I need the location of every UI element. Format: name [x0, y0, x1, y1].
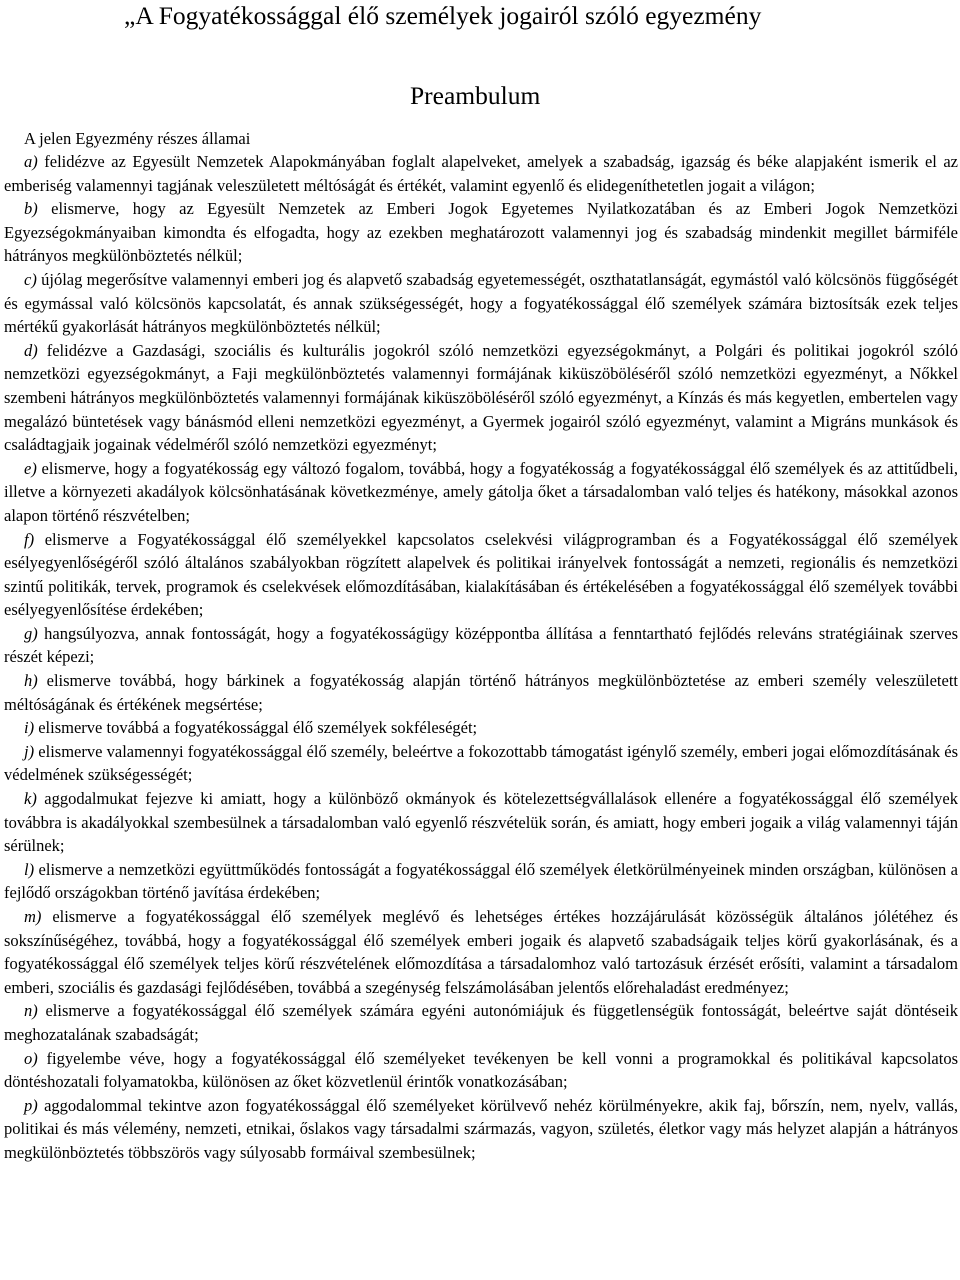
clause-text: újólag megerősítve valamennyi emberi jog és alapvető szabadság egyetemességét, oszthatatlanságát, egymástól való kölcsönös függőségét és egymással való kölcsönös kapcsolatát, és annak szükségességét, hogy a fogyatékossággal élő személyek számára biztosítsák ezek teljes mértékű gyakorlását hátrányos megkülönböztetés nélkül;: [4, 269, 959, 337]
clause-text: hangsúlyozva, annak fontosságát, hogy a fogyatékosságügy középpontba állítása a fenntartható fejlődés releváns stratégiáinak szerves részét képezi;: [4, 623, 958, 667]
clause-paragraph: [4, 858, 958, 905]
clause-text: elismerve valamennyi fogyatékossággal élő személy, beleértve a fokozottabb támogatást igénylő személy, emberi jogai előmozdításának és védelmének szükségességét;: [4, 741, 959, 785]
clause-letter: g): [24, 623, 38, 643]
clause-text: felidézve a Gazdasági, szociális és kulturális jogokról szóló nemzetközi egyezségokmányt, a Polgári és politikai jogokról szóló nemzetközi egyezségokmányt, a Faji megkülönböztetés valamennyi formájának kiküszöböléséről szóló nemzetközi egyezményt, a Nőkkel szembeni hátrányos megkülönböztetés valamennyi formájának kiküszöböléséről szóló egyezményt, a Kínzás és más kegyetlen, embertelen vagy megalázó büntetések vagy bánásmód elleni nemzetközi egyezményt, a Gyermek jogairól szóló egyezményt, valamint a Migráns munkások és családtagjaik jogainak védelméről szóló nemzetközi egyezményt;: [4, 340, 958, 455]
section-heading: Preambulum: [410, 81, 541, 110]
clause-text: elismerve, hogy az Egyesült Nemzetek az Emberi Jogok Egyetemes Nyilatkozatában és az Emberi Jogok Nemzetközi Egyezségokmányaiban kimondta és elfogadta, hogy az ezekben meghatározott valamennyi jog és szabadság mindenkit megillet bármiféle hátrányos megkülönböztetés nélkül;: [4, 199, 959, 266]
clause-letter: m): [24, 907, 42, 926]
clause-text: elismerve, hogy a fogyatékosság egy változó fogalom, továbbá, hogy a fogyatékosság a fogyatékossággal élő személyek és az attitűdbeli, illetve a környezeti akadályok kölcsönhatásának következménye, amely gátolja őket a társadalomban való teljes és hatékony, másokkal azonos alapon történő részvételben;: [4, 458, 959, 525]
clause-text: figyelembe véve, hogy a fogyatékossággal élő személyeket tevékenyen be kell vonni a programokkal és politikával kapcsolatos döntéshozatali folyamatokba, különösen az őket közvetlenül érintők vonatkozásában;: [4, 1048, 958, 1092]
clause-text: elismerve a fogyatékossággal élő személyek számára egyéni autonómiájuk és függetlenségük fontosságát, beleértve saját döntéseik meghozatalának szabadságát;: [4, 1001, 959, 1044]
clause-letter: o): [24, 1048, 38, 1068]
clause-letter: d): [24, 340, 38, 360]
clause-text: elismerve továbbá a fogyatékossággal élő személyek sokféleségét;: [38, 718, 478, 738]
clause-paragraph: [4, 740, 958, 787]
clause-letter: f): [24, 529, 35, 549]
clause-paragraph: [4, 457, 958, 528]
intro-line: A jelen Egyezmény részes államai: [24, 129, 251, 148]
clause-letter: a): [24, 152, 38, 171]
clause-letter: k): [24, 789, 37, 809]
clause-paragraph: [4, 905, 958, 999]
clause-letter: b): [24, 199, 38, 219]
clause-paragraph: [4, 197, 958, 268]
clause-paragraph: [4, 528, 958, 622]
clause-list: [4, 150, 958, 1165]
clause-letter: j): [24, 741, 35, 761]
clause-letter: i): [24, 718, 35, 738]
document-title: „A Fogyatékossággal élő személyek jogairól szóló egyezmény: [124, 1, 762, 30]
clause-letter: e): [24, 458, 37, 478]
clause-letter: c): [24, 269, 37, 289]
clause-paragraph: [4, 622, 958, 669]
clause-text: elismerve a nemzetközi együttműködés fontosságát a fogyatékossággal élő személyek életkörülményeinek minden országban, különösen a fejlődő országokban történő javítása érdekében;: [4, 859, 958, 903]
clause-letter: h): [24, 671, 38, 691]
clause-text: elismerve a Fogyatékossággal élő személyekkel kapcsolatos cselekvési világprogramban és a Fogyatékossággal élő személyek esélyegyenlőségéről szóló általános szabályokban rögzített alapelvek és politikai irányelvek fontosságát a nemzeti, regionális és nemzetközi szintű politikák, tervek, programok és cselekvések előmozdításában, kialakításában és értékelésében a fogyatékossággal élő személyek további esélyegyenlősítése érdekében;: [4, 529, 959, 620]
clause-text: felidézve az Egyesült Nemzetek Alapokmányában foglalt alapelveket, amelyek a szabadság, igazság és béke alapjaként ismerik el az emberiség valamennyi tagjának veleszületett méltóságát és értékét, valamint egyenlő és elidegeníthetetlen jogait a világon;: [4, 152, 959, 195]
clause-paragraph: [4, 787, 958, 858]
clause-paragraph: [4, 150, 958, 197]
clause-paragraph: [4, 268, 958, 339]
clause-letter: p): [24, 1095, 38, 1115]
clause-letter: l): [24, 859, 35, 879]
clause-text: aggodalommal tekintve azon fogyatékossággal élő személyeket körülvevő nehéz körülményekre, akik faj, bőrszín, nem, nyelv, vallás, politikai és más vélemény, nemzeti, etnikai, őslakos vagy társadalmi származás, vagyon, születés, életkor vagy más helyzet alapján a hátrányos megkülönböztetés többszörös vagy súlyosabb formáival szembesülnek;: [4, 1095, 959, 1162]
clause-text: elismerve a fogyatékossággal élő személyek meglévő és lehetséges értékes hozzájárulását közösségük általános jólétéhez és sokszínűségéhez, továbbá, hogy a fogyatékossággal élő személyek emberi jogaik és alapvető szabadságaik teljes körű gyakorlásának, és a fogyatékossággal élő személyek teljes körű részvételének előmozdítása a társadalomhoz való tartozásuk érzését erősíti, valamint a társadalom emberi, szociális és gazdasági fejlődésében, továbbá a szegénység felszámolásában jelentős előrehaladást eredményez;: [4, 907, 958, 997]
clause-text: elismerve továbbá, hogy bárkinek a fogyatékosság alapján történő hátrányos megkülönböztetése az emberi személy veleszületett méltóságának és értékének megsértése;: [4, 671, 959, 714]
clause-paragraph: [4, 716, 958, 740]
clause-paragraph: [4, 1047, 958, 1094]
clause-paragraph: [4, 669, 958, 716]
clause-paragraph: [4, 1094, 958, 1165]
clause-text: aggodalmukat fejezve ki amiatt, hogy a különböző okmányok és kötelezettségvállalások ellenére a fogyatékossággal élő személyek továbbra is akadályokkal szembesülnek a társadalomban való egyenlő részvételük során, és amiatt, hogy emberi jogaik a világ valamennyi táján sérülnek;: [4, 789, 958, 856]
clause-paragraph: [4, 999, 958, 1046]
clause-letter: n): [24, 1001, 38, 1021]
clause-paragraph: [4, 339, 958, 457]
